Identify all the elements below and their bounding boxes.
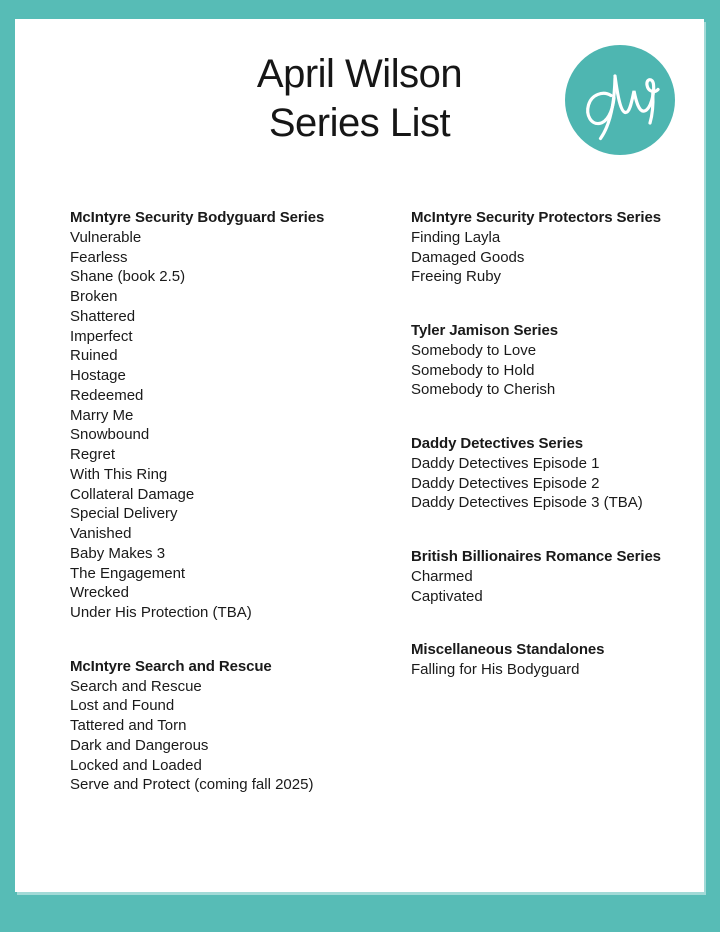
book-title: The Engagement (70, 564, 186, 582)
book-title: Imperfect (70, 327, 133, 345)
series-section (411, 208, 696, 287)
book-title: Somebody to Hold (411, 361, 535, 379)
page-title-line1: April Wilson (256, 52, 463, 96)
book-title: Freeing Ruby (411, 268, 502, 286)
book-title: Dark and Dangerous (70, 736, 209, 754)
book-title: Somebody to Love (411, 341, 537, 359)
series-heading: McIntyre Security Bodyguard Series (70, 209, 325, 226)
series-column-right (411, 208, 696, 714)
book-title: Broken (70, 288, 118, 305)
book-title: Search and Rescue (70, 677, 202, 695)
book-title: Tattered and Torn (70, 717, 187, 734)
book-title: Ruined (70, 347, 118, 365)
page-title-line2: Series List (268, 101, 451, 145)
book-title: Daddy Detectives Episode 2 (411, 474, 600, 492)
book-title: Vulnerable (70, 228, 142, 246)
series-section (411, 434, 696, 513)
series-heading: Miscellaneous Standalones (411, 641, 605, 659)
book-title: Snowbound (70, 426, 150, 444)
series-section (411, 640, 696, 680)
book-title: Special Delivery (70, 505, 178, 523)
series-section (70, 208, 405, 623)
series-section (70, 657, 405, 795)
series-heading: McIntyre Security Protectors Series (411, 209, 661, 226)
book-title: Collateral Damage (70, 485, 195, 503)
book-title: Shane (book 2.5) (70, 268, 186, 286)
series-heading: McIntyre Search and Rescue (70, 657, 272, 675)
author-logo (565, 45, 675, 155)
series-heading: Tyler Jamison Series (411, 322, 558, 339)
book-title: Daddy Detectives Episode 3 (TBA) (411, 494, 643, 512)
book-title: Somebody to Cherish (411, 381, 556, 399)
page (15, 19, 704, 892)
book-title: Lost and Found (70, 697, 175, 715)
book-title: Under His Protection (TBA) (70, 604, 252, 621)
series-heading: Daddy Detectives Series (411, 435, 583, 452)
book-title: Redeemed (70, 386, 144, 404)
book-title: Wrecked (70, 584, 129, 602)
book-title: Captivated (411, 587, 483, 605)
series-heading: British Billionaires Romance Series (411, 548, 661, 565)
series-section (411, 321, 696, 400)
series-column-left (70, 208, 405, 829)
book-title: Falling for His Bodyguard (411, 661, 580, 678)
book-title: Fearless (70, 248, 128, 266)
book-title: Baby Makes 3 (70, 544, 166, 562)
book-title: Daddy Detectives Episode 1 (411, 454, 600, 472)
book-title: Vanished (70, 525, 132, 542)
book-title: Serve and Protect (coming fall 2025) (70, 776, 314, 794)
book-title: Finding Layla (411, 228, 501, 246)
series-section (411, 547, 696, 606)
aw-monogram-icon (565, 45, 675, 155)
book-title: With This Ring (70, 465, 168, 483)
book-title: Marry Me (70, 406, 134, 424)
book-title: Hostage (70, 367, 126, 384)
book-title: Locked and Loaded (70, 756, 202, 774)
book-title: Damaged Goods (411, 248, 525, 266)
book-title: Shattered (70, 307, 136, 325)
book-title: Regret (70, 446, 116, 463)
book-title: Charmed (411, 567, 473, 585)
